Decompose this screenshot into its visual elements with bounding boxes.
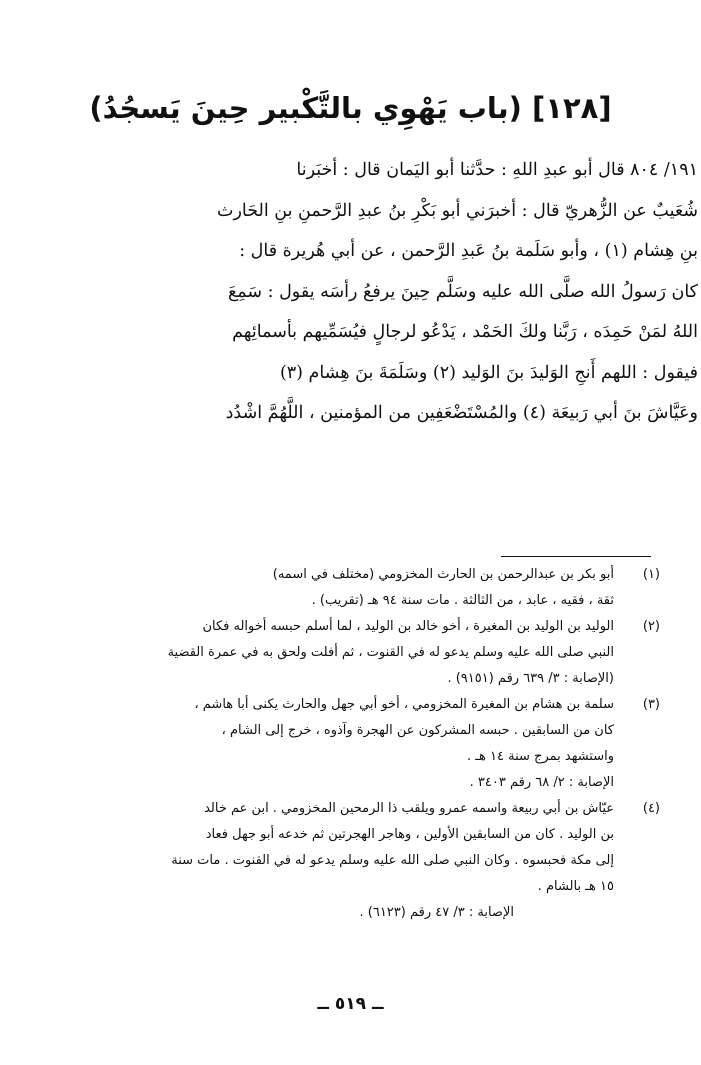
footnote-line: أبو بكر بن عبدالرحمن بن الحارث المخزومي (مختلف في اسمه) <box>272 567 614 582</box>
hadith-text <box>124 150 698 430</box>
hadith-line: وعَيَّاشَ بنَ أبي رَبيعَة (٤) والمُسْتَضْعَفِين من المؤمنين ، اللَّهُمَّ اشْدُد <box>225 403 698 423</box>
footnote-line: واستشهد بمرج سنة ١٤ هـ . <box>466 749 614 764</box>
hadith-line: فيقول : اللهم أَنجِ الوَليدَ بنَ الوَليد (٢) وسَلَمَةَ بنَ هِشام (٣) <box>279 362 698 383</box>
footnotes <box>58 562 660 926</box>
footnote <box>58 796 660 926</box>
footnote-line: النبي صلى الله عليه وسلم يدعو له في القنوت ، ثم أفلت ولحق به في عمرة القضية <box>167 645 614 660</box>
footnote-line: ثقة ، فقيه ، عابد ، من الثالثة . مات سنة ٩٤ هـ (تقريب) . <box>311 593 614 608</box>
footnote-line: الإصابة : ٣/ ٤٧ رقم (٦١٢٣) . <box>359 905 514 920</box>
hadith-line: شُعَيبٌ عن الزُّهريّ قال : أخبرَني أبو بَكْرِ بنُ عبدِ الرَّحمنِ بنِ الحَارث <box>216 200 698 221</box>
footnote-number: (١) <box>642 567 660 582</box>
footnote-separator <box>501 556 651 557</box>
footnote <box>58 692 660 796</box>
footnote-number: (٤) <box>642 801 660 816</box>
page-number: ــ ٥١٩ ــ <box>317 994 384 1014</box>
footnote-line: كان من السابقين . حبسه المشركون عن الهجرة وآذوه ، خرج إلى الشام ، <box>221 723 614 738</box>
footnote-line: الوليد بن الوليد بن المغيرة ، أخو خالد بن الوليد ، لما أسلم حبسه أخواله فكان <box>202 619 614 634</box>
chapter-title: [١٢٨] (باب يَهْوِي بالتَّكْبير حِينَ يَسجُدُ) <box>89 91 612 125</box>
hadith-line: ١٩١/ ٨٠٤ قال أبو عبدِ اللهِ : حدَّثنا أبو اليَمان قال : أخبَرنا <box>296 160 698 180</box>
footnote-line: ١٥ هـ بالشام . <box>537 879 614 894</box>
footnote-line: بن الوليد . كان من السابقين الأولين ، وهاجر الهجرتين ثم خدعه أبو جهل فعاد <box>205 827 614 842</box>
footnote-line: (الإصابة : ٣/ ٦٣٩ رقم (٩١٥١) . <box>447 671 614 686</box>
footnote-number: (٢) <box>642 619 660 634</box>
footnote-number: (٣) <box>642 697 660 712</box>
footnote <box>58 562 660 614</box>
footnote-line: عيّاش بن أبي ربيعة واسمه عمرو ويلقب ذا الرمحين المخزومي . ابن عم خالد <box>204 801 614 816</box>
hadith-line: بنِ هِشام (١) ، وأبو سَلَمة بنُ عَبدِ الرَّحمن ، عن أبي هُريرة قال : <box>239 241 698 261</box>
footnote-line: الإصابة : ٢/ ٦٨ رقم ٣٤٠٣ . <box>469 775 614 790</box>
hadith-line: كان رَسولُ الله صلَّى الله عليه وسَلَّم حِينَ يرفعُ رأسَه يقول : سَمِعَ <box>227 281 698 302</box>
footnote-line: سلمة بن هشام بن المغيرة المخزومي ، أخو أبي جهل والحارث يكنى أبا هاشم ، <box>194 697 614 712</box>
footnote <box>58 614 660 692</box>
footnote-line: إلى مكة فحبسوه . وكان النبي صلى الله عليه وسلم يدعو له في القنوت . مات سنة <box>171 853 614 868</box>
hadith-line: اللهُ لمَنْ حَمِدَه ، رَبَّنا ولكَ الحَمْد ، يَدْعُو لرجالٍ فيُسَمِّيهم بأسمائِهم <box>232 322 698 342</box>
